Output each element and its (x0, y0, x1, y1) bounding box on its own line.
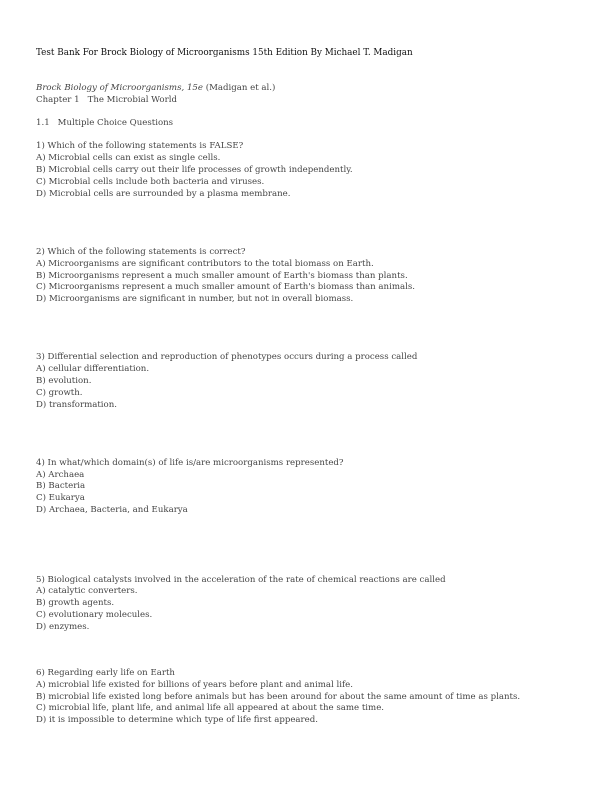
answer-option: A) Microorganisms are significant contributors to the total biomass on Earth. (36, 259, 374, 269)
answer-option: D) enzymes. (36, 622, 90, 632)
document-title: Test Bank For Brock Biology of Microorganisms 15th Edition By Michael T. Madigan (36, 48, 413, 58)
answer-option: B) Microbial cells carry out their life processes of growth independently. (36, 165, 353, 175)
book-citation (36, 83, 275, 94)
chapter-heading (36, 95, 177, 106)
answer-option: C) Microorganisms represent a much smaller amount of Earth's biomass than animals. (36, 282, 416, 292)
answer-option: A) microbial life existed for billions of years before plant and animal life. (36, 680, 353, 690)
answer-option: A) Archaea (36, 470, 85, 480)
answer-option: D) Microbial cells are surrounded by a plasma membrane. (36, 189, 291, 199)
answer-option: A) cellular differentiation. (36, 364, 150, 374)
answer-option: A) Microbial cells can exist as single cells. (36, 153, 221, 163)
question-stem: 2) Which of the following statements is correct? (36, 247, 246, 257)
question-stem: 1) Which of the following statements is FALSE? (36, 141, 244, 151)
chapter-number: Chapter 1 (36, 95, 80, 105)
answer-option: B) growth agents. (36, 598, 115, 608)
answer-option: D) Archaea, Bacteria, and Eukarya (36, 505, 188, 515)
answer-option: C) Eukarya (36, 493, 85, 503)
chapter-name: The Microbial World (87, 95, 177, 105)
answer-option: C) microbial life, plant life, and animal life all appeared at about the same time. (36, 703, 385, 713)
question-stem: 4) In what/which domain(s) of life is/are microorganisms represented? (36, 458, 344, 468)
question-stem: 3) Differential selection and reproduction of phenotypes occurs during a process called (36, 352, 418, 362)
answer-option: B) evolution. (36, 376, 92, 386)
book-authors: (Madigan et al.) (205, 83, 276, 93)
section-number: 1.1 (36, 118, 50, 128)
section-name: Multiple Choice Questions (57, 118, 174, 128)
answer-option: C) Microbial cells include both bacteria and viruses. (36, 177, 265, 187)
answer-option: D) it is impossible to determine which type of life first appeared. (36, 715, 318, 725)
question-stem: 5) Biological catalysts involved in the acceleration of the rate of chemical reactions are called (36, 575, 446, 585)
answer-option: D) Microorganisms are significant in number, but not in overall biomass. (36, 294, 354, 304)
answer-option: B) Microorganisms represent a much smaller amount of Earth's biomass than plants. (36, 271, 408, 281)
answer-option: B) Bacteria (36, 481, 86, 491)
answer-option: C) growth. (36, 388, 83, 398)
question-stem: 6) Regarding early life on Earth (36, 668, 175, 678)
answer-option: D) transformation. (36, 400, 117, 410)
section-heading (36, 118, 173, 129)
answer-option: B) microbial life existed long before animals but has been around for about the same amount of time as plants. (36, 692, 521, 702)
answer-option: C) evolutionary molecules. (36, 610, 153, 620)
answer-option: A) catalytic converters. (36, 586, 138, 596)
book-title: Brock Biology of Microorganisms, 15e (36, 83, 203, 93)
